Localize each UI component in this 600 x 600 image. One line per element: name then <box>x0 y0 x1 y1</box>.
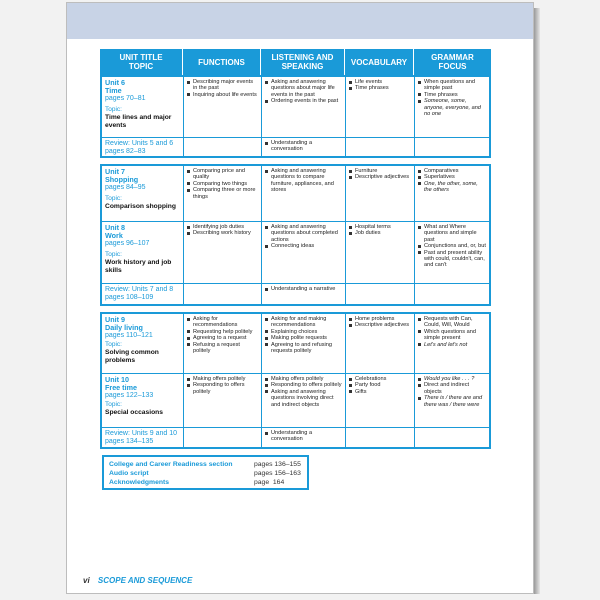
header-functions <box>182 49 260 75</box>
column-header-text: GRAMMAR <box>431 53 474 62</box>
unit-title: Unit 7 <box>105 167 125 176</box>
column-header-text: FUNCTIONS <box>198 57 245 67</box>
review-label: Review: <box>105 286 130 293</box>
list-item: Let's and let's not <box>418 342 486 348</box>
unit-pages: pages 82–83 <box>105 148 146 155</box>
unit-10-vocabulary <box>346 374 415 428</box>
list-item: Time phrases <box>349 85 411 91</box>
unit-6-cell <box>102 77 184 138</box>
column-header-text: VOCABULARY <box>350 57 408 67</box>
unit-9-vocabulary <box>346 314 415 374</box>
column-header-text: LISTENING AND <box>271 53 334 62</box>
unit-topic: Solving common problems <box>105 349 159 364</box>
page-number: vi <box>83 576 90 585</box>
list-item: Past and present ability with could, couldn't, can, and can't <box>418 250 486 269</box>
unit-6-grammar <box>415 77 489 138</box>
review-units-7-8 <box>102 284 184 304</box>
header-unit-topic <box>100 49 182 75</box>
unit-6-vocabulary <box>346 77 415 138</box>
list-item: Life events <box>349 79 411 85</box>
unit-title: Unit 8 <box>105 223 125 232</box>
appendix-row <box>109 478 302 487</box>
unit-10-listening <box>262 374 346 428</box>
review-label: Review: <box>105 430 130 437</box>
review-9-10-functions <box>184 428 262 447</box>
appendix-pages: pages 156–163 <box>254 470 301 477</box>
unit-title: Work <box>105 231 123 240</box>
review-label: Units 9 and 10 <box>131 430 178 437</box>
review-9-10-listening <box>262 428 346 447</box>
list-item: Responding to offers politely <box>265 382 342 388</box>
list-item: Making offers politely <box>265 376 342 382</box>
list-item: Direct and indirect objects <box>418 382 486 395</box>
unit-6-listening <box>262 77 346 138</box>
unit-7-listening <box>262 166 346 222</box>
topic-label: Topic: <box>105 341 122 348</box>
list-item: Ordering events in the past <box>265 98 342 104</box>
unit-6-functions <box>184 77 262 138</box>
review-7-8-grammar <box>415 284 489 304</box>
list-item: Asking and answering questions about major life events in the past <box>265 79 342 98</box>
list-item: Job duties <box>349 230 411 236</box>
list-item: Agreeing to and refusing requests politely <box>265 342 342 355</box>
block-units-7-8 <box>100 164 491 306</box>
topic-label: Topic: <box>105 251 122 258</box>
unit-pages: pages 96–107 <box>105 240 150 247</box>
list-item: Agreeing to a request <box>187 335 258 341</box>
page-footer <box>83 576 192 585</box>
header-listening-speaking <box>260 49 344 75</box>
unit-title: Daily living <box>105 323 143 332</box>
list-item: Requests with Can, Could, Will, Would <box>418 316 486 329</box>
list-item: Refusing a request politely <box>187 342 258 355</box>
unit-7-grammar <box>415 166 489 222</box>
list-item: Home problems <box>349 316 411 322</box>
unit-title: Unit 10 <box>105 375 129 384</box>
list-item: Inquiring about life events <box>187 92 258 98</box>
list-item: Identifying job duties <box>187 224 258 230</box>
review-label: Units 5 and 6 <box>131 140 174 147</box>
unit-10-grammar <box>415 374 489 428</box>
top-band <box>67 3 533 39</box>
unit-9-cell <box>102 314 184 374</box>
list-item: Someone, some, anyone, everyone, and no one <box>418 98 486 117</box>
list-item: Asking and answering questions about completed actions <box>265 224 342 243</box>
unit-8-listening <box>262 222 346 284</box>
unit-8-grammar <box>415 222 489 284</box>
review-5-6-functions <box>184 138 262 156</box>
appendix-row <box>109 469 302 478</box>
list-item: Furniture <box>349 168 411 174</box>
unit-title: Unit 9 <box>105 315 125 324</box>
review-5-6-vocabulary <box>346 138 415 156</box>
list-item: Celebrations <box>349 376 411 382</box>
column-header-text: SPEAKING <box>281 62 324 71</box>
block-units-9-10 <box>100 312 491 449</box>
header-grammar-focus <box>413 49 491 75</box>
header-vocabulary <box>344 49 413 75</box>
appendix-label: College and Career Readiness section <box>109 461 233 468</box>
unit-pages: pages 110–121 <box>105 332 153 339</box>
list-item: Party food <box>349 382 411 388</box>
unit-topic: Work history and job skills <box>105 259 172 274</box>
unit-topic: Time lines and major events <box>105 114 172 129</box>
topic-label: Topic: <box>105 195 122 202</box>
column-header-text: UNIT TITLE <box>119 53 163 62</box>
list-item: Superlatives <box>418 174 486 180</box>
unit-topic: Comparison shopping <box>105 203 176 210</box>
unit-9-grammar <box>415 314 489 374</box>
review-units-5-6 <box>102 138 184 156</box>
list-item: Comparing two things <box>187 181 258 187</box>
topic-label: Topic: <box>105 401 122 408</box>
list-item: Asking and answering questions to compare furniture, appliances, and stores <box>265 168 342 194</box>
unit-8-functions <box>184 222 262 284</box>
list-item: Conjunctions and, or, but <box>418 243 486 249</box>
list-item: Explaining choices <box>265 329 342 335</box>
appendix-row <box>109 460 302 469</box>
appendix-box <box>102 455 309 490</box>
review-label: Review: <box>105 140 130 147</box>
list-item: Responding to offers politely <box>187 382 258 395</box>
list-item: Descriptive adjectives <box>349 174 411 180</box>
unit-7-vocabulary <box>346 166 415 222</box>
unit-pages: pages 134–135 <box>105 438 154 445</box>
footer-title: SCOPE AND SEQUENCE <box>97 576 193 585</box>
list-item: Comparing price and quality <box>187 168 258 181</box>
unit-pages: pages 122–133 <box>105 392 154 399</box>
unit-10-functions <box>184 374 262 428</box>
page-shadow <box>534 8 540 594</box>
appendix-pages: page 164 <box>254 479 285 486</box>
list-item: Making polite requests <box>265 335 342 341</box>
list-item: Asking for recommendations <box>187 316 258 329</box>
unit-10-cell <box>102 374 184 428</box>
review-7-8-listening <box>262 284 346 304</box>
unit-9-listening <box>262 314 346 374</box>
list-item: Hospital terms <box>349 224 411 230</box>
topic-label: Topic: <box>105 106 122 113</box>
unit-7-cell <box>102 166 184 222</box>
unit-pages: pages 84–95 <box>105 184 146 191</box>
list-item: Understanding a conversation <box>265 140 342 153</box>
unit-pages: pages 70–81 <box>105 95 146 102</box>
block-units-5-6 <box>100 75 491 158</box>
list-item: Making offers politely <box>187 376 258 382</box>
list-item: What and Where questions and simple past <box>418 224 486 243</box>
list-item: Describing work history <box>187 230 258 236</box>
appendix-pages: pages 136–155 <box>254 461 301 468</box>
list-item: Time phrases <box>418 92 486 98</box>
review-9-10-vocabulary <box>346 428 415 447</box>
list-item: Understanding a narrative <box>265 286 342 292</box>
list-item: Comparing three or more things <box>187 187 258 200</box>
column-header-text: TOPIC <box>128 62 154 71</box>
unit-7-functions <box>184 166 262 222</box>
list-item: Describing major events in the past <box>187 79 258 92</box>
review-label: Units 7 and 8 <box>131 286 174 293</box>
list-item: Gifts <box>349 389 411 395</box>
appendix-label: Acknowledgments <box>109 479 170 486</box>
list-item: Would you like . . . ? <box>418 376 486 382</box>
appendix-label: Audio script <box>109 470 149 477</box>
list-item: Requesting help politely <box>187 329 258 335</box>
review-7-8-functions <box>184 284 262 304</box>
list-item: There is / there are and there was / there were <box>418 395 486 408</box>
unit-title: Time <box>105 86 122 95</box>
unit-8-vocabulary <box>346 222 415 284</box>
review-7-8-vocabulary <box>346 284 415 304</box>
list-item: Connecting ideas <box>265 243 342 249</box>
unit-topic: Special occasions <box>105 409 163 416</box>
list-item: Comparatives <box>418 168 486 174</box>
review-5-6-listening <box>262 138 346 156</box>
unit-title: Shopping <box>105 175 139 184</box>
unit-8-cell <box>102 222 184 284</box>
list-item: Descriptive adjectives <box>349 322 411 328</box>
column-header-text: FOCUS <box>438 62 467 71</box>
unit-9-functions <box>184 314 262 374</box>
unit-title: Unit 6 <box>105 78 125 87</box>
review-5-6-grammar <box>415 138 489 156</box>
list-item: One, the other, some, the others <box>418 181 486 194</box>
list-item: Asking for and making recommendations <box>265 316 342 329</box>
list-item: When questions and simple past <box>418 79 486 92</box>
unit-title: Free time <box>105 383 137 392</box>
unit-pages: pages 108–109 <box>105 294 154 301</box>
review-units-9-10 <box>102 428 184 447</box>
list-item: Understanding a conversation <box>265 430 342 443</box>
review-9-10-grammar <box>415 428 489 447</box>
list-item: Asking and answering questions involving direct and indirect objects <box>265 389 342 408</box>
list-item: Which questions and simple present <box>418 329 486 342</box>
